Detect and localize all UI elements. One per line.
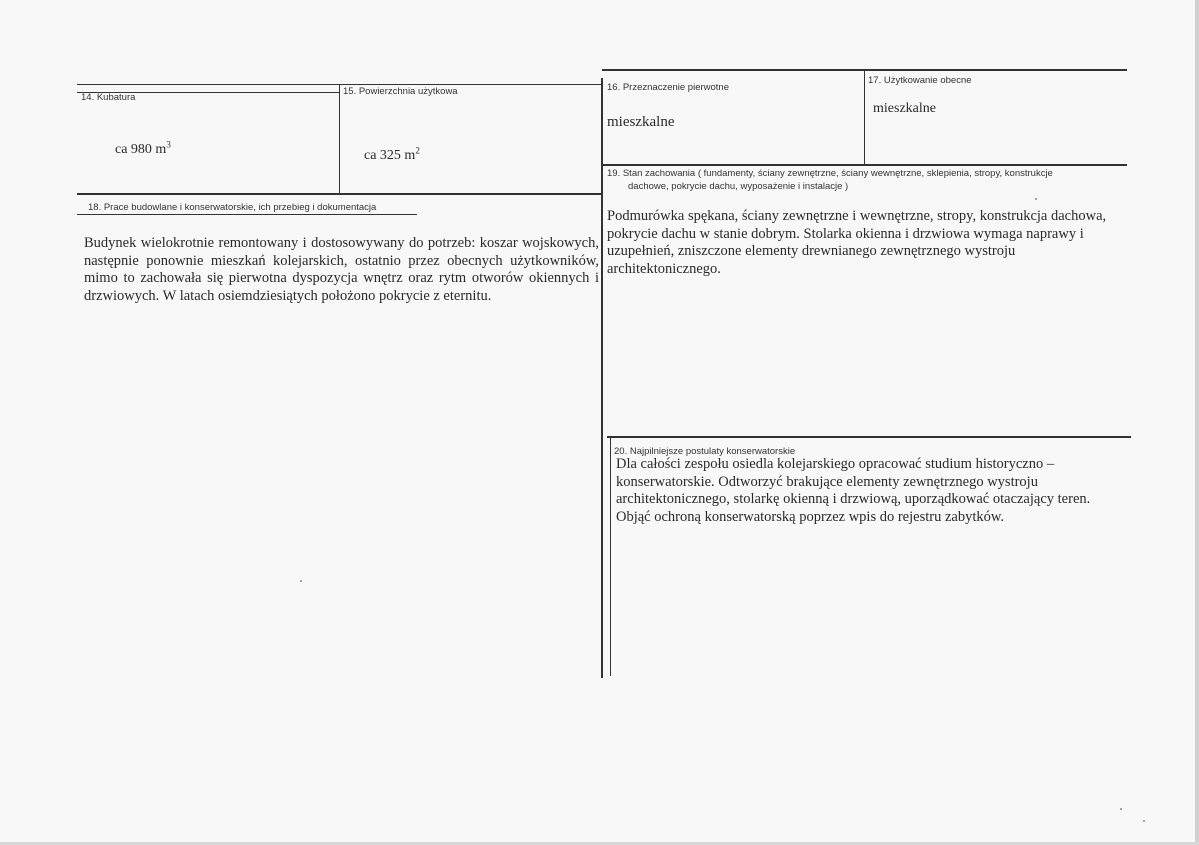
field-18-text: Budynek wielokrotnie remontowany i dostosowywany do potrzeb: koszar wojskowych, następnie ponownie mieszkań kolejarskich, ostatnio przez obecnych użytkowników, mimo to zachowała się pierwotna dyspozycja wnętrz oraz rytm otworów okiennych i drzwiowych. W latach osiemdziesiątych położono pokrycie z eternitu.	[84, 235, 599, 304]
scan-speck	[300, 580, 302, 582]
field-18-top-border	[77, 193, 602, 195]
field-17-value: mieszkalne	[873, 101, 936, 116]
scan-edge-right	[1195, 0, 1199, 845]
kubatura-value: ca 980 m	[115, 142, 167, 157]
divider-15-16	[601, 78, 603, 678]
field-20-top-border	[607, 436, 1131, 438]
field-20-text-line3: architektonicznego, stolarkę okienną i drzwiową, uporządkować otaczający teren.	[616, 491, 1091, 507]
powierzchnia-value: ca 325 m	[364, 148, 416, 163]
kubatura-unit-exponent: 3	[166, 139, 171, 150]
field-18-label-underline	[77, 214, 417, 215]
field-15-label: 15. Powierzchnia użytkowa	[343, 86, 458, 97]
field-15-value	[364, 145, 420, 164]
scan-speck	[1035, 198, 1037, 200]
field-20-text	[616, 456, 1128, 526]
divider-16-17	[864, 71, 865, 166]
field-20-text-line4: Objąć ochroną konserwatorską poprzez wpis do rejestru zabytków.	[616, 508, 1005, 525]
field-20-text-line2: konserwatorskie. Odtworzyć brakujące elementy zewnętrznego wystroju	[616, 473, 1038, 490]
field-20-text-line1: Dla całości zespołu osiedla kolejarskiego opracować studium historyczno –	[616, 456, 1055, 472]
field-17-label: 17. Użytkowanie obecne	[868, 75, 972, 86]
powierzchnia-unit-exponent: 2	[415, 145, 420, 156]
field-14-label: 14. Kubatura	[81, 92, 136, 103]
field-16-value: mieszkalne	[607, 114, 675, 130]
scan-speck	[1143, 820, 1145, 822]
field-19-top-border	[602, 164, 1127, 166]
field-14-value	[115, 139, 171, 158]
field-19-label-line1: 19. Stan zachowania ( fundamenty, ściany zewnętrzne, ściany wewnętrzne, sklepienia, stropy, konstrukcje	[607, 168, 1053, 179]
scan-speck	[1120, 808, 1122, 810]
field-20-left-border	[610, 436, 611, 676]
field-19-text: Podmurówka spękana, ściany zewnętrzne i wewnętrzne, stropy, konstrukcja dachowa, pokrycie dachu w stanie dobrym. Stolarka okienna i drzwiowa wymaga naprawy i uzupełnień, zniszczone elementy drewnianego zewnętrznego wystroju architektonicznego.	[607, 208, 1107, 277]
field-18-label: 18. Prace budowlane i konserwatorskie, ich przebieg i dokumentacja	[88, 202, 377, 213]
field-16-label: 16. Przeznaczenie pierwotne	[607, 82, 729, 93]
field-20-label: 20. Najpilniejsze postulaty konserwatorskie	[614, 446, 796, 457]
field-19-label-line2: dachowe, pokrycie dachu, wyposażenie i instalacje )	[628, 181, 849, 192]
divider-14-15	[339, 84, 340, 194]
